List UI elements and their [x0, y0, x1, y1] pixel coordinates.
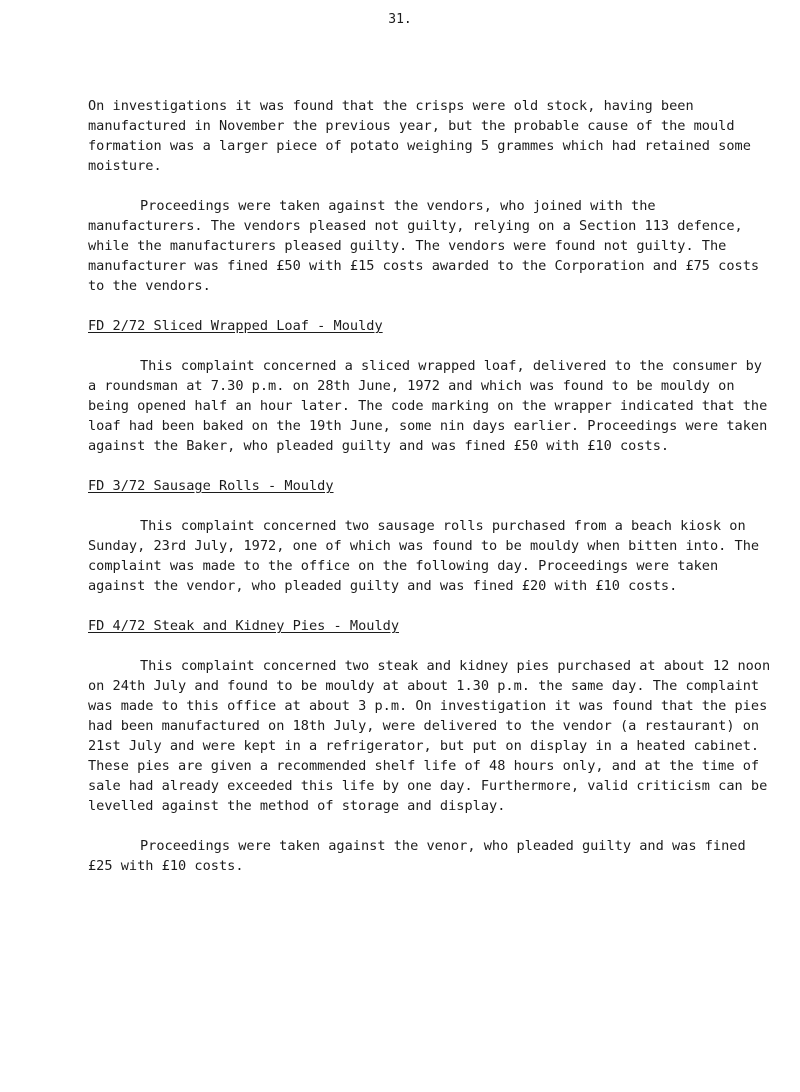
- section-fd-4-72: [88, 616, 778, 876]
- paragraph: Proceedings were taken against the venor, who pleaded guilty and was fined £25 with £10 costs.: [88, 838, 746, 874]
- paragraph: Proceedings were taken against the vendors, who joined with the manufacturers. The vendors pleased not guilty, relying on a Section 113 defence, while the manufacturers pleased guilty. The vendors were found not guilty. The manufacturer was fined £50 with £15 costs awarded to the Corporation and £75 costs to the vendors.: [88, 198, 760, 294]
- paragraph: This complaint concerned two sausage rolls purchased from a beach kiosk on Sunday, 23rd July, 1972, one of which was found to be mouldy when bitten into. The complaint was made to the office on the following day. Proceedings were taken against the vendor, who pleaded guilty and was fined £20 with £10 costs.: [88, 518, 760, 594]
- paragraph: This complaint concerned two steak and kidney pies purchased at about 12 noon on 24th July and found to be mouldy at about 1.30 p.m. the same day. The complaint was made to this office at about 3 p.m. On investigation it was found that the pies had been manufactured on 18th July, were delivered to the vendor (a restaurant) on 21st July and were kept in a refrigerator, but put on display in a heated cabinet. These pies are given a recommended shelf life of 48 hours only, and at the time of sale had already exceeded this life by one day. Furthermore, valid criticism can be levelled against the method of storage and display.: [88, 658, 771, 814]
- page-number: 31.: [388, 12, 412, 27]
- section-heading: FD 3/72 Sausage Rolls - Mouldy: [88, 478, 334, 494]
- section-continuation: [88, 96, 778, 296]
- section-fd-2-72: [88, 316, 778, 456]
- paragraph: On investigations it was found that the crisps were old stock, having been manufactured in November the previous year, but the probable cause of the mould formation was a larger piece of potato weighing 5 grammes which had retained some moisture.: [88, 98, 751, 174]
- section-fd-3-72: [88, 476, 778, 596]
- document-body: [88, 96, 778, 896]
- section-heading: FD 2/72 Sliced Wrapped Loaf - Mouldy: [88, 318, 383, 334]
- section-heading: FD 4/72 Steak and Kidney Pies - Mouldy: [88, 618, 399, 634]
- paragraph: This complaint concerned a sliced wrapped loaf, delivered to the consumer by a roundsman at 7.30 p.m. on 28th June, 1972 and which was found to be mouldy on being opened half an hour later. The code marking on the wrapper indicated that the loaf had been baked on the 19th June, some nin days earlier. Proceedings were taken against the Baker, who pleaded guilty and was fined £50 with £10 costs.: [88, 358, 768, 454]
